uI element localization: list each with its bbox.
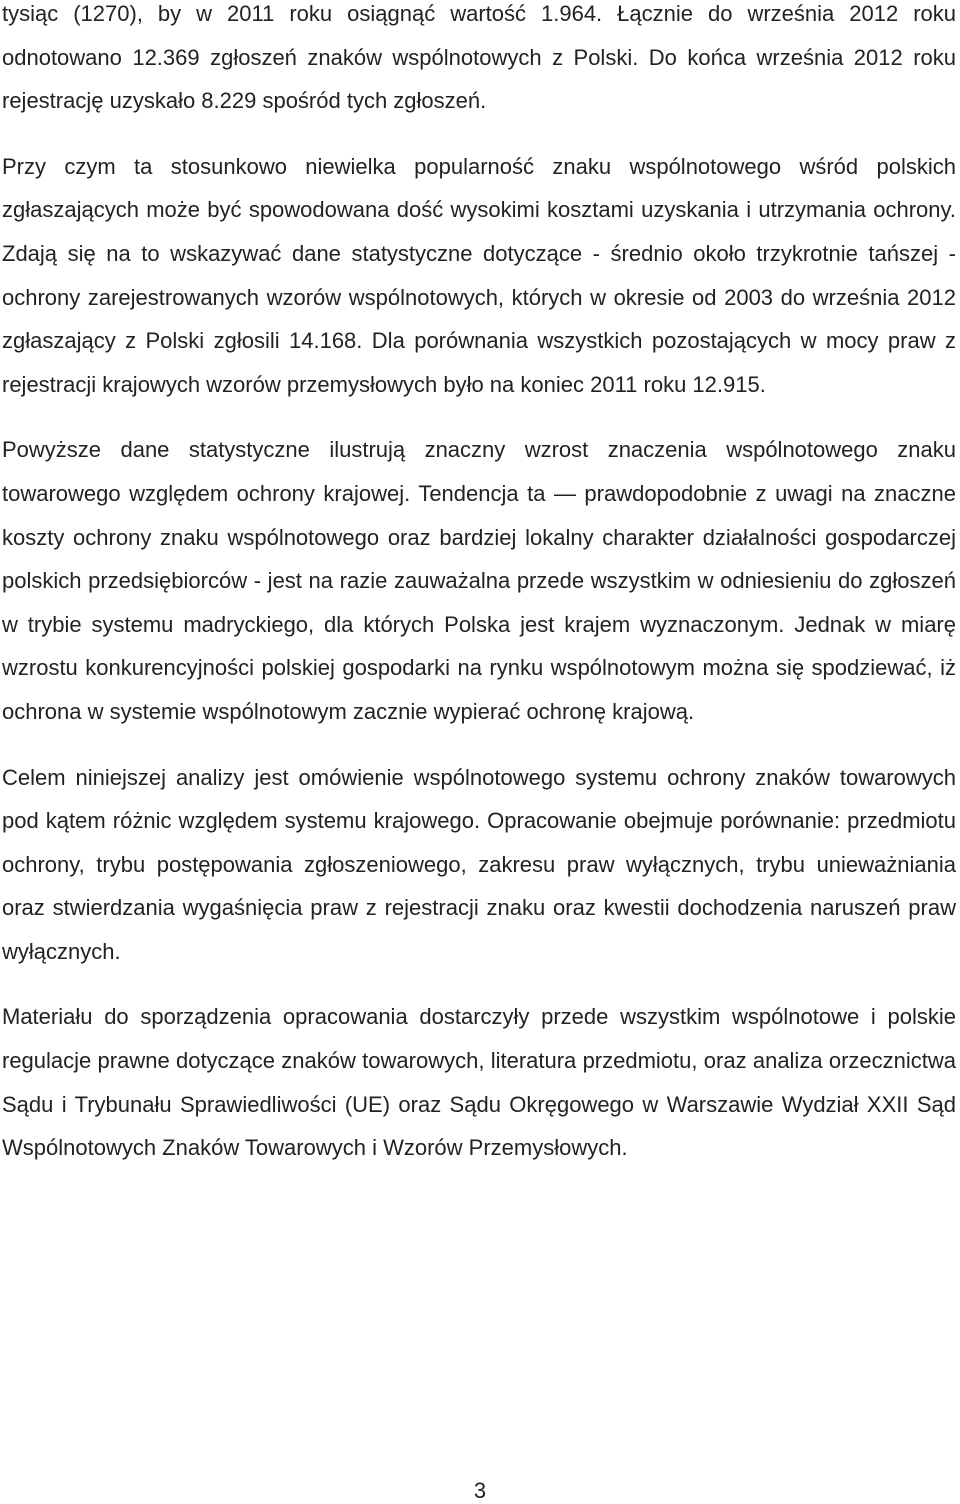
paragraph-sources: Materiału do sporządzenia opracowania dostarczyły przede wszystkim wspólnotowe i polskie regulacje prawne dotyczące znaków towarowych, literatura przedmiotu, oraz analiza orzecznictwa Sądu i Trybunału Sprawiedliwości (UE) oraz Sądu Okręgowego w Warszawie Wydział XXII Sąd Wspólnotowych Znaków Towarowych i Wzorów Przemysłowych. <box>2 1004 956 1161</box>
paragraph-statistics-intro: tysiąc (1270), by w 2011 roku osiągnąć wartość 1.964. Łącznie do września 2012 roku odnotowano 12.369 zgłoszeń znaków wspólnotowych z Polski. Do końca września 2012 roku rejestrację uzyskało 8.229 spośród tych zgłoszeń. <box>2 1 956 114</box>
page-number: 3 <box>473 1478 487 1503</box>
paragraph-trend: Powyższe dane statystyczne ilustrują znaczny wzrost znaczenia wspólnotowego znaku towarowego względem ochrony krajowej. Tendencja ta — prawdopodobnie z uwagi na znaczne koszty ochrony znaku wspólnotowego oraz bardziej lokalny charakter działalności gospodarczej polskich przedsiębiorców - jest na razie zauważalna przede wszystkim w odniesieniu do zgłoszeń w trybie systemu madryckiego, dla których Polska jest krajem wyznaczonym. Jednak w miarę wzrostu konkurencyjności polskiej gospodarki na rynku wspólnotowym można się spodziewać, iż ochrona w systemie wspólnotowym zacznie wypierać ochronę krajową. <box>2 437 956 724</box>
paragraph-popularity-costs: Przy czym ta stosunkowo niewielka popularność znaku wspólnotowego wśród polskich zgłaszających może być spowodowana dość wysokimi kosztami uzyskania i utrzymania ochrony. Zdają się na to wskazywać dane statystyczne dotyczące - średnio około trzykrotnie tańszej - ochrony zarejestrowanych wzorów wspólnotowych, których w okresie od 2003 do września 2012 zgłaszający z Polski zgłosili 14.168. Dla porównania wszystkich pozostających w mocy praw z rejestracji krajowych wzorów przemysłowych było na koniec 2011 roku 12.915. <box>2 153 956 397</box>
paragraph-analysis-aim: Celem niniejszej analizy jest omówienie wspólnotowego systemu ochrony znaków towarowych pod kątem różnic względem systemu krajowego. Opracowanie obejmuje porównanie: przedmiotu ochrony, trybu postępowania zgłoszeniowego, zakresu praw wyłącznych, trybu unieważniania oraz stwierdzania wygaśnięcia praw z rejestracji znaku oraz kwestii dochodzenia naruszeń praw wyłącznych. <box>2 764 956 964</box>
document-body <box>2 0 956 1170</box>
